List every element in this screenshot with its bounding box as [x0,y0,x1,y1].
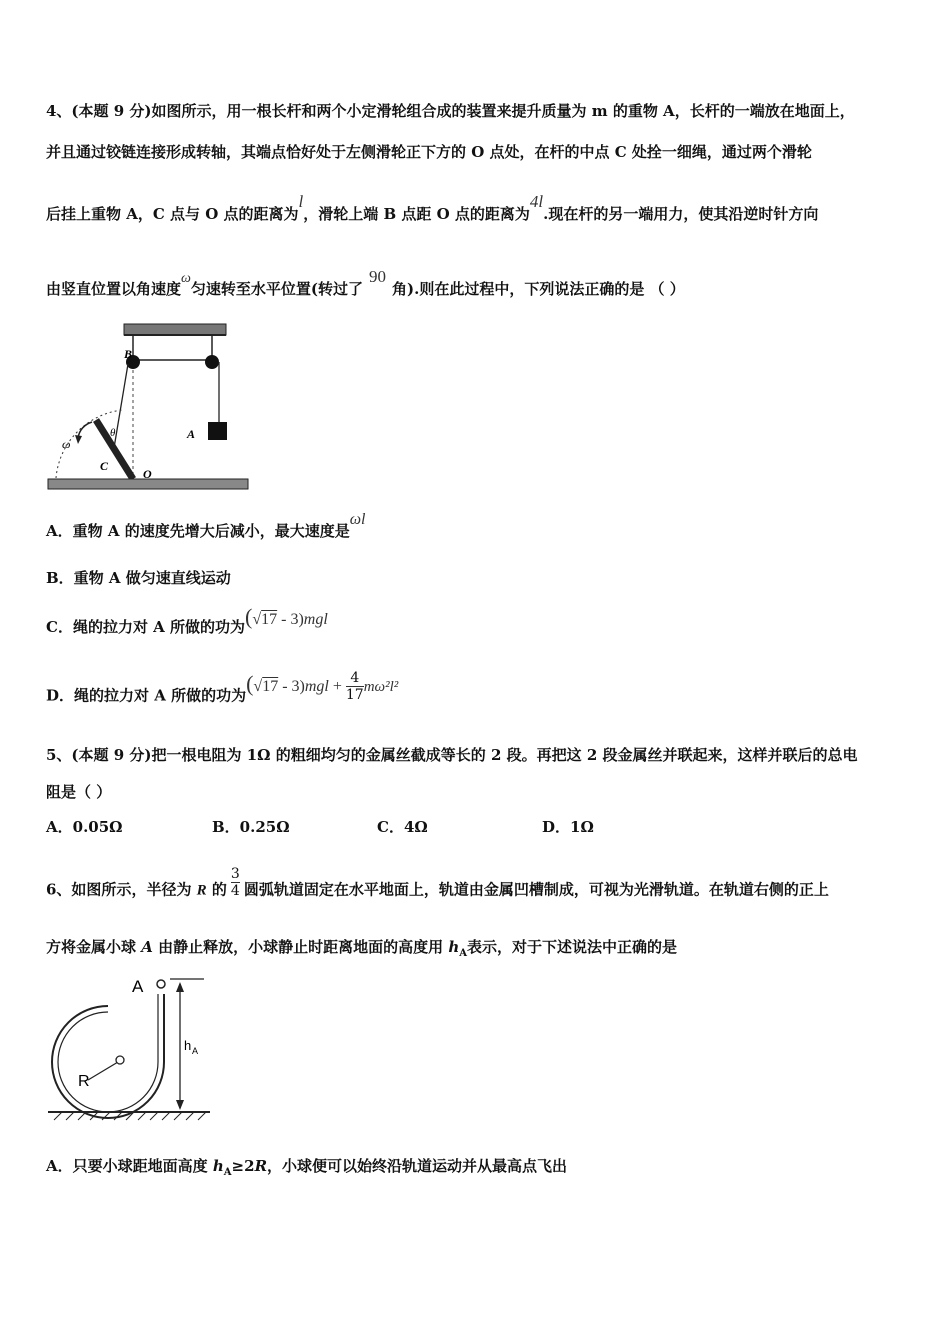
q4-l-symbol: l [298,192,304,211]
q4-option-D-sqrt: √17 [253,677,279,695]
q5-line-2: 阻是（ ） [46,783,112,801]
track-inner [58,994,158,1112]
q4-line-2: 并且通过铰链连接形成转轴，其端点恰好处于左侧滑轮正下方的 O 点处，在杆的中点 C 处拴一细绳，通过两个滑轮 [46,143,812,161]
q4-line-3a: 后挂上重物 A，C 点与 O 点的距离为 [46,205,299,223]
q4-omega-symbol: ω [181,271,191,286]
q6-R-symbol: R [196,882,207,899]
q6-option-A [46,1155,567,1178]
omega-arrow [78,422,92,438]
label-A: A [132,977,144,996]
q6-line-1 [46,866,829,907]
ceiling [124,324,226,335]
height-arrow-bottom [176,1100,184,1110]
q6-line-2 [46,936,677,959]
q4-line-3 [46,192,819,224]
q4-option-D-text: D．绳的拉力对 A 所做的功为 [46,686,247,705]
q4-option-B: B．重物 A 做匀速直线运动 [46,569,231,587]
q5-option-A: A．0.05Ω [46,818,123,836]
q6-line-1b: 的 [206,880,227,899]
q4-option-D-mgl: mgl [304,677,329,695]
right-pulley [205,355,219,369]
q6-option-A-a: A．只要小球距地面高度 [46,1157,213,1175]
q4-option-A-math: ωl [349,511,366,528]
q4-option-D-den: 17 [345,687,364,703]
q6-option-A-b: ，小球便可以始终沿轨道运动并从最高点飞出 [267,1157,568,1175]
q4-option-D-rest: - 3) [278,677,305,695]
label-theta: θ [110,427,116,439]
label-C: C [100,459,109,473]
q4-option-C-rest: - 3) [277,611,304,628]
q5-option-B: B．0.25Ω [212,818,290,836]
q4-line-3b: ，滑轮上端 B 点距 O 点的距离为 [303,205,530,223]
q4-option-C [46,604,328,638]
q4-option-A-text: A．重物 A 的速度先增大后减小，最大速度是 [46,522,350,540]
q4-option-D-radicand: 17 [262,677,279,695]
q6-A-symbol: A [141,938,153,956]
q5-option-D: D．1Ω [542,818,594,836]
q6-line-1a: 6、如图所示，半径为 [46,880,197,899]
q4-4l-symbol: 4l [529,192,544,211]
q4-90-symbol: 90 [369,267,387,286]
q4-line-1: 4、(本题 9 分)如图所示，用一根长杆和两个小定滑轮组合成的装置来提升质量为 m 的重物 A，长杆的一端放在地面上， [46,102,855,120]
q6-option-A-ge: ≥2 [231,1157,255,1175]
q4-line-4 [46,267,685,299]
q6-line-1c: 圆弧轨道固定在水平地面上，轨道由金属凹槽制成，可视为光滑轨道。在轨道右侧的正上 [243,880,829,899]
q6-frac-num: 3 [230,866,240,882]
q4-option-C-mgl: mgl [303,611,328,628]
q4-option-D [46,670,399,713]
q4-option-D-paren: ( [246,670,254,696]
q6-fraction [231,866,240,899]
q4-line-3c: .现在杆的另一端用力，使其沿逆时针方向 [543,205,819,223]
label-R: R [78,1073,90,1090]
q4-option-D-tail: mω²l² [363,678,399,695]
label-h-sub: A [192,1046,199,1056]
q6-option-A-hsub: A [223,1167,232,1178]
q6-option-A-h: h [212,1157,224,1175]
q6-line-2c: 表示，对于下述说法中正确的是 [467,938,678,956]
q6-line-2b: 由静止释放，小球静止时距离地面的高度用 [152,938,449,956]
center-mark [116,1056,124,1064]
q4-line-4b: 匀速转至水平位置(转过了 [190,280,364,298]
q6-line-2a: 方将金属小球 [46,938,142,956]
q5-line-1: 5、(本题 9 分)把一根电阻为 1Ω 的粗细均匀的金属丝截成等长的 2 段。再把这 2 段金属丝并联起来，这样并联后的总电 [46,746,858,764]
q6-frac-den: 4 [230,883,240,899]
ball-A [157,980,165,988]
radius-line [88,1062,118,1080]
height-arrow-top [176,982,184,992]
weight-A [208,422,227,440]
q4-pulley-figure [44,318,254,496]
q4-option-A [46,511,366,541]
label-omega: ω [62,437,71,451]
q4-option-D-plus: + [332,677,342,695]
q4-line-4a: 由竖直位置以角速度 [46,280,182,298]
q4-line-4c: 角).则在此过程中，下列说法正确的是 （ ） [392,280,685,298]
q4-option-C-radicand: 17 [261,611,278,628]
q5-option-C: C．4Ω [377,818,428,836]
rope-to-C [114,364,128,448]
q4-option-D-fraction [346,670,364,703]
q4-option-D-num: 4 [350,670,360,686]
label-A: A [187,427,196,441]
q6-track-figure [44,970,214,1130]
q4-option-C-text: C．绳的拉力对 A 所做的功为 [46,618,246,636]
q4-option-C-sqrt: √17 [252,611,278,628]
label-B: B [124,347,133,361]
label-h: h [184,1038,192,1053]
q6-hA-symbol: h [448,938,460,956]
q6-hA-sub: A [459,948,467,959]
label-O: O [143,467,152,481]
omega-arrowhead [75,435,82,444]
q6-option-A-R: R [254,1157,268,1175]
q4-option-C-paren: ( [245,604,253,629]
